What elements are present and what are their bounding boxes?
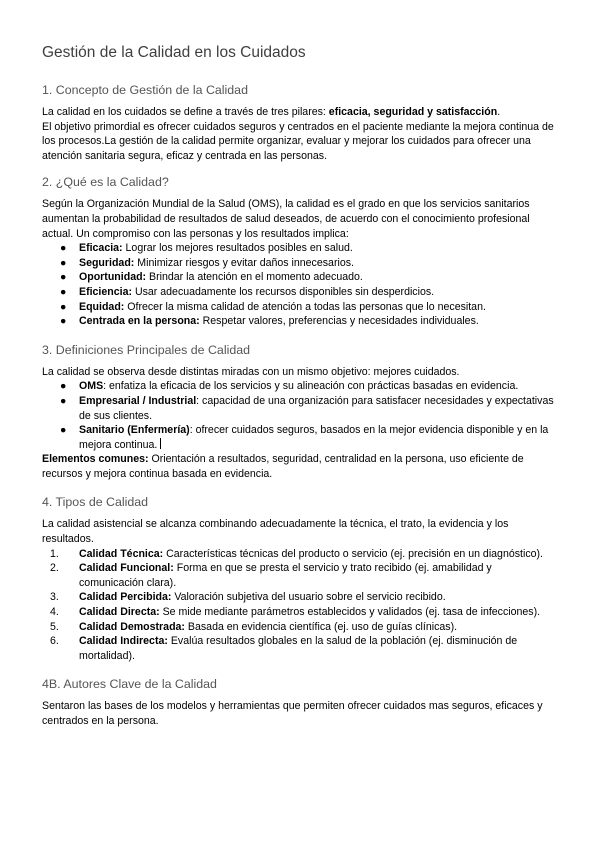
list-item — [42, 270, 558, 285]
bullet-icon: ● — [60, 271, 67, 284]
list-item — [42, 285, 558, 300]
text-cursor — [160, 438, 161, 449]
item-text: Lograr los mejores resultados posibles en salud. — [125, 242, 353, 255]
section-1-paragraph-1 — [42, 105, 558, 120]
item-term: OMS — [79, 380, 104, 393]
item-term: Calidad Funcional: — [79, 562, 174, 575]
item-term: Oportunidad: — [79, 271, 147, 284]
item-term: Calidad Demostrada: — [79, 620, 185, 633]
common-term: Elementos comunes: — [42, 453, 149, 466]
item-number: 2. — [50, 562, 59, 575]
s1-p1-end: . — [497, 106, 501, 118]
list-item — [42, 605, 558, 620]
item-term: Eficiencia: — [79, 285, 132, 298]
item-term: Empresarial / Industrial — [79, 394, 197, 407]
section-2-list — [42, 241, 558, 329]
bullet-icon: ● — [60, 242, 67, 255]
list-item — [42, 423, 558, 452]
section-1-paragraph-2: El objetivo primordial es ofrecer cuidados seguros y centrados en el paciente mediante la mejora continua de los procesos.La gestión de la calidad permite organizar, evaluar y mejorar los cuidados para ofrecer una atención sanitaria segura, eficaz y centrada en las personas. — [42, 120, 554, 162]
section-4-heading: 4. Tipos de Calidad — [42, 495, 149, 510]
list-item — [42, 620, 558, 635]
item-number: 5. — [50, 620, 59, 633]
item-text: Respetar valores, preferencias y necesidades individuales. — [202, 315, 479, 328]
list-item — [42, 314, 558, 329]
item-text: Minimizar riesgos y evitar daños innecesarios. — [137, 256, 354, 269]
section-3-list — [42, 379, 558, 452]
section-4b-heading: 4B. Autores Clave de la Calidad — [42, 677, 217, 692]
item-term: Centrada en la persona: — [79, 315, 200, 328]
item-text: Ofrecer la misma calidad de atención a todas las personas que lo necesitan. — [127, 300, 486, 313]
section-4-list — [42, 547, 558, 664]
list-item — [42, 394, 558, 423]
item-number: 6. — [50, 635, 59, 648]
section-1-heading: 1. Concepto de Gestión de la Calidad — [42, 83, 248, 97]
s1-p1-pillars: eficacia, seguridad y satisfacción — [328, 106, 498, 118]
item-text: Se mide mediante parámetros establecidos y validados (ej. tasa de infecciones). — [162, 606, 541, 619]
list-item — [42, 241, 558, 256]
item-text: Forma en que se presta el servicio y trato recibido (ej. amabilidad y comunicación clara). — [79, 562, 492, 589]
section-3-paragraph: La calidad se observa desde distintas miradas con un mismo objetivo: mejores cuidados. — [42, 365, 460, 378]
s1-p1-text: La calidad en los cuidados se define a través de tres pilares: — [42, 106, 329, 118]
bullet-icon: ● — [60, 300, 67, 313]
item-text: : capacidad de una organización para satisfacer necesidades y expectativas de sus clientes. — [79, 394, 554, 422]
item-text: Evalúa resultados globales en la salud de la población (ej. disminución de mortalidad). — [79, 635, 518, 662]
section-4-paragraph: La calidad asistencial se alcanza combinando adecuadamente la técnica, el trato, la evidencia y los resultados. — [42, 518, 509, 546]
item-text: Brindar la atención en el momento adecuado. — [149, 271, 363, 284]
item-term: Seguridad: — [79, 256, 135, 269]
item-text: : enfatiza la eficacia de los servicios y su alineación con prácticas basadas en evidencia. — [103, 380, 519, 393]
item-number: 4. — [50, 606, 59, 619]
list-item — [42, 256, 558, 271]
bullet-icon: ● — [60, 285, 67, 298]
list-item — [42, 590, 558, 605]
list-item — [42, 300, 558, 315]
section-2-paragraph: Según la Organización Mundial de la Salud (OMS), la calidad es el grado en que los servicios sanitarios aumentan la probabilidad de resultados de salud deseados, de acuerdo con el conocimiento profesional actual. Un compromiso con las personas y los resultados implica: — [42, 198, 530, 240]
item-term: Calidad Percibida: — [79, 591, 172, 604]
bullet-icon: ● — [60, 424, 67, 437]
common-text: Orientación a resultados, seguridad, centralidad en la persona, uso eficiente de recursos y mejora continua basada en evidencia. — [42, 453, 524, 480]
document-title: Gestión de la Calidad en los Cuidados — [42, 44, 306, 61]
item-term: Sanitario (Enfermería) — [79, 424, 190, 437]
item-term: Equidad: — [79, 300, 125, 313]
bullet-icon: ● — [60, 256, 67, 269]
item-term: Calidad Directa: — [79, 606, 160, 619]
item-number: 1. — [50, 547, 59, 560]
section-4b-paragraph: Sentaron las bases de los modelos y herramientas que permiten ofrecer cuidados mas seguros, eficaces y centrados en la persona. — [42, 700, 543, 727]
bullet-icon: ● — [60, 315, 67, 328]
item-term: Calidad Indirecta: — [79, 635, 168, 648]
item-text: Basada en evidencia científica (ej. uso de guías clínicas). — [187, 620, 458, 633]
item-text: Valoración subjetiva del usuario sobre el servicio recibido. — [174, 591, 446, 604]
item-number: 3. — [50, 591, 59, 604]
item-term: Calidad Técnica: — [79, 547, 164, 560]
section-2-heading: 2. ¿Qué es la Calidad? — [42, 175, 169, 190]
item-text: Características técnicas del producto o servicio (ej. precisión en un diagnóstico). — [166, 547, 543, 560]
list-item — [42, 561, 558, 590]
list-item — [42, 634, 558, 663]
bullet-icon: ● — [60, 380, 67, 393]
section-3-common-elements — [42, 452, 558, 481]
list-item — [42, 547, 558, 562]
item-text: Usar adecuadamente los recursos disponibles sin desperdicios. — [134, 285, 435, 298]
item-term: Eficacia: — [79, 242, 123, 255]
section-3-heading: 3. Definiciones Principales de Calidad — [42, 342, 251, 357]
list-item — [42, 379, 558, 394]
item-text: : ofrecer cuidados seguros, basados en la mejor evidencia disponible y en la mejora continua. — [79, 424, 549, 451]
bullet-icon: ● — [60, 394, 67, 407]
